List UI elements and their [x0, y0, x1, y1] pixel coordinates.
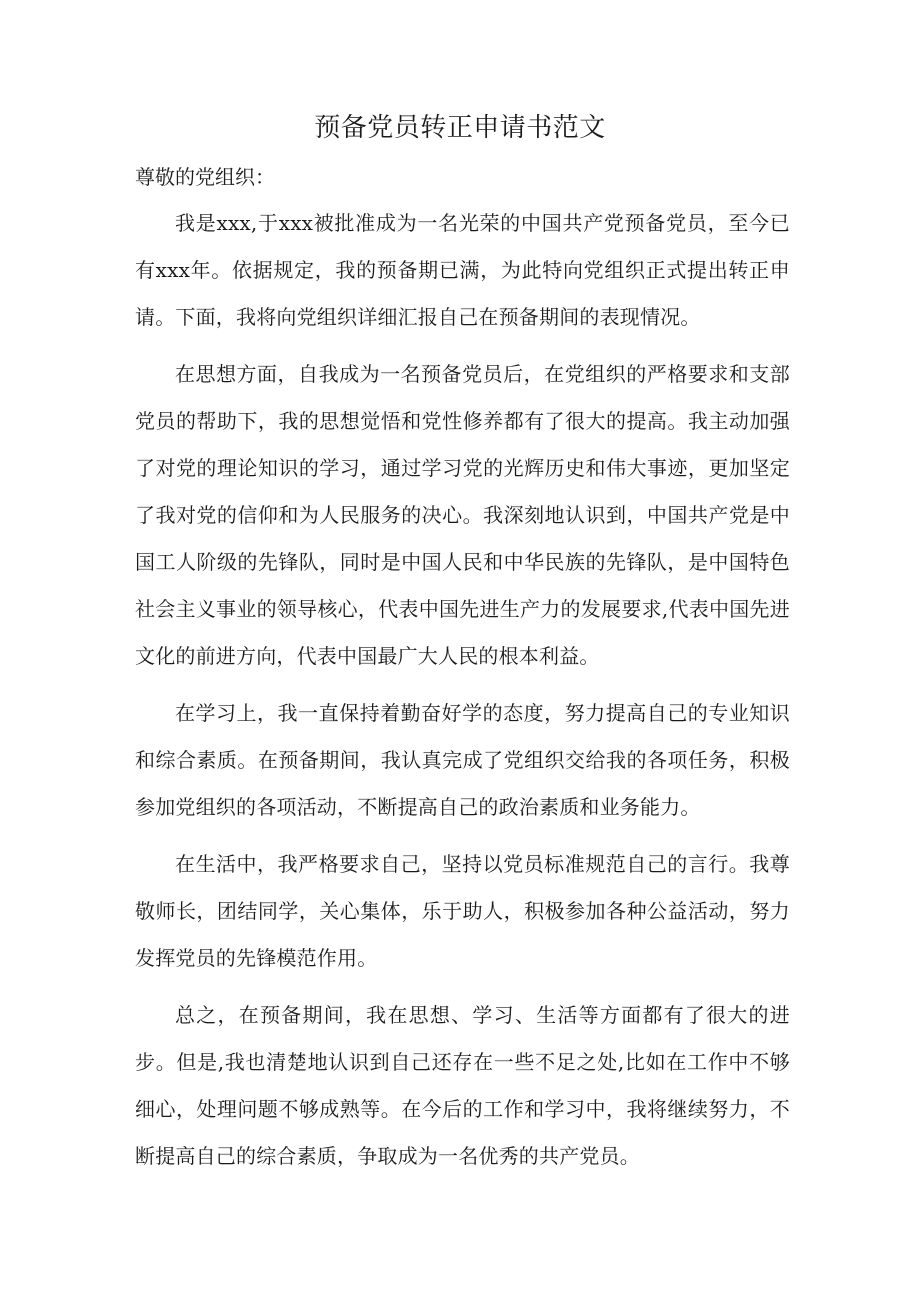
paragraph-thought: 在思想方面，自我成为一名预备党员后，在党组织的严格要求和支部党员的帮助下，我的思想觉悟和党性修养都有了很大的提高。我主动加强了对党的理论知识的学习，通过学习党的光辉历史和伟大事迹，更加坚定了我对党的信仰和为人民服务的决心。我深刻地认识到，中国共产党是中国工人阶级的先锋队，同时是中国人民和中华民族的先锋队，是中国特色社会主义事业的领导核心，代表中国先进生产力的发展要求,代表中国先进文化的前进方向，代表中国最广大人民的根本利益。: [135, 362, 790, 668]
paragraph-study: 在学习上，我一直保持着勤奋好学的态度，努力提高自己的专业知识和综合素质。在预备期间，我认真完成了党组织交给我的各项任务，积极参加党组织的各项活动，不断提高自己的政治素质和业务能力。: [135, 701, 790, 819]
paragraph-life: 在生活中，我严格要求自己，坚持以党员标准规范自己的言行。我尊敬师长，团结同学，关心集体，乐于助人，积极参加各种公益活动，努力发挥党员的先锋模范作用。: [135, 852, 790, 970]
document-title: 预备党员转正申请书范文: [314, 113, 606, 143]
document-body: [135, 200, 790, 1190]
salutation: 尊敬的党组织：: [135, 165, 275, 189]
paragraph-summary: 总之，在预备期间，我在思想、学习、生活等方面都有了很大的进步。但是,我也清楚地认识到自己还存在一些不足之处,比如在工作中不够细心，处理问题不够成熟等。在今后的工作和学习中，我将继续努力，不断提高自己的综合素质，争取成为一名优秀的共产党员。: [135, 1003, 790, 1168]
paragraph-intro: 我是xxx,于xxx被批准成为一名光荣的中国共产党预备党员，至今已有xxx年。依据规定，我的预备期已满，为此特向党组织正式提出转正申请。下面，我将向党组织详细汇报自己在预备期间的表现情况。: [135, 211, 790, 329]
